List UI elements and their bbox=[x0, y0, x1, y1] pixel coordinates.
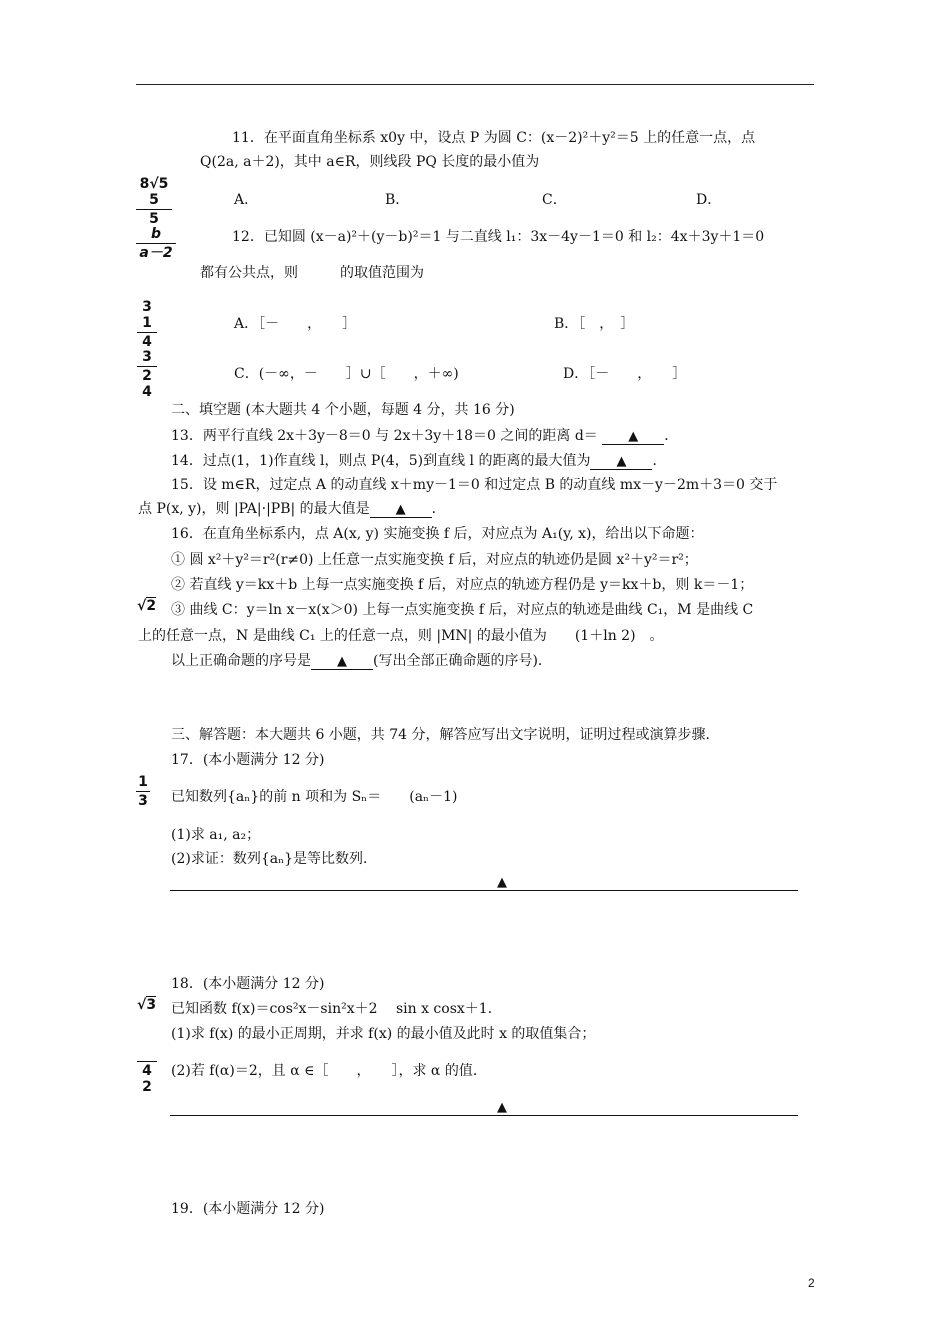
q13-answer-blank[interactable]: ▲ bbox=[602, 430, 664, 445]
q15-line1: 15．设 m∈R，过定点 A 的动直线 x＋my－1＝0 和过定点 B 的动直线 mx－y－2m＋3＝0 交于 bbox=[171, 477, 778, 493]
q14-text bbox=[171, 452, 666, 470]
q12-marg2-num: 3 bbox=[142, 349, 152, 365]
q12-option-a: A．［－ ， ］ bbox=[234, 316, 357, 332]
q16-sqrt2: √2 bbox=[137, 598, 157, 614]
q19-title: 19．(本小题满分 12 分) bbox=[171, 1201, 325, 1217]
q12-frac-den: a－2 bbox=[139, 245, 173, 261]
q17-title: 17．(本小题满分 12 分) bbox=[171, 752, 325, 768]
q13-stem: 13．两平行直线 2x＋3y－8＝0 与 2x＋3y＋18＝0 之间的距离 d＝ bbox=[171, 428, 598, 444]
q14-period: ． bbox=[652, 453, 667, 469]
q17-frac-num: 1 bbox=[138, 774, 148, 790]
q14-stem: 14．过点(1，1)作直线 l，则点 P(4，5)到直线 l 的距离的最大值为 bbox=[171, 453, 591, 469]
q11-option-a: A． bbox=[234, 192, 259, 208]
q16-item1: ① 圆 x²＋y²＝r²(r≠0) 上任意一点实施变换 f 后，对应点的轨迹仍是圆 x²＋y²＝r²； bbox=[171, 552, 698, 568]
q12-margin-fraction-2 bbox=[137, 349, 157, 400]
q12-marg1-den: 4 bbox=[142, 334, 152, 350]
q14-answer-blank[interactable]: ▲ bbox=[590, 455, 652, 470]
section3-heading: 三、解答题：本大题共 6 小题，共 74 分，解答应写出文字说明，证明过程或演算步骤． bbox=[171, 727, 720, 743]
q16-end-tail: (写出全部正确命题的序号)． bbox=[373, 653, 552, 669]
q18-part1: (1)求 f(x) 的最小正周期，并求 f(x) 的最小值及此时 x 的取值集合； bbox=[171, 1026, 596, 1042]
q11-option-b: B． bbox=[385, 192, 410, 208]
q18-answer-marker: ▲ bbox=[497, 1100, 507, 1115]
q15-line2 bbox=[138, 500, 446, 518]
page-number: 2 bbox=[808, 1276, 815, 1290]
q11-frac-num: 8√5 5 bbox=[139, 176, 169, 208]
q11-line1: 11．在平面直角坐标系 x0y 中，设点 P 为圆 C：(x－2)²＋y²＝5 上的任意一点，点 bbox=[232, 130, 756, 146]
q11-option-d: D． bbox=[696, 192, 722, 208]
q17-part1: (1)求 a₁, a₂； bbox=[171, 827, 261, 843]
q12-margin-fraction-1 bbox=[137, 299, 157, 350]
q18-part2: (2)若 f(α)＝2，且 α ∈［ ， ］，求 α 的值． bbox=[171, 1063, 487, 1079]
q11-option-c: C． bbox=[542, 192, 567, 208]
q17-part2: (2)求证：数列{aₙ}是等比数列． bbox=[171, 851, 378, 867]
q17-frac-den: 3 bbox=[138, 793, 148, 809]
q15-period: ． bbox=[431, 501, 446, 517]
q16-end bbox=[171, 652, 552, 670]
q16-item3: ③ 曲线 C：y＝ln x－x(x＞0) 上每一点实施变换 f 后，对应点的轨迹是曲线 C₁，M 是曲线 C bbox=[171, 602, 754, 618]
q18-sqrt3-radicand: 3 bbox=[146, 997, 157, 1013]
q17-statement: 已知数列{aₙ}的前 n 项和为 Sₙ＝ (aₙ－1) bbox=[171, 789, 458, 805]
q13-text bbox=[171, 427, 678, 445]
q12-option-b: B．［ ， ］ bbox=[554, 316, 635, 332]
q16-end-stem: 以上正确命题的序号是 bbox=[171, 653, 311, 669]
q17-answer-line[interactable] bbox=[170, 890, 798, 891]
header-rule bbox=[136, 84, 814, 85]
q16-item2: ② 若直线 y＝kx＋b 上每一点实施变换 f 后，对应点的轨迹方程仍是 y＝kx＋b，则 k＝－1； bbox=[171, 577, 754, 593]
q16-line1: 16．在直角坐标系内，点 A(x, y) 实施变换 f 后，对应点为 A₁(y, x)，给出以下命题： bbox=[171, 526, 704, 542]
section2-heading: 二、填空题 (本大题共 4 个小题，每题 4 分，共 16 分) bbox=[171, 402, 515, 418]
q17-fraction bbox=[136, 774, 150, 809]
q16-item3b: 上的任意一点，N 是曲线 C₁ 上的任意一点，则 |MN| 的最小值为 (1＋ln 2) 。 bbox=[138, 628, 664, 644]
q11-frac-den: 5 bbox=[149, 211, 159, 227]
q12-option-c: C．(－∞，－ ］∪［ ，＋∞) bbox=[234, 366, 459, 382]
q12-line1: 12．已知圆 (x－a)²＋(y－b)²＝1 与二直线 l₁：3x－4y－1＝0 和 l₂：4x＋3y＋1＝0 bbox=[232, 229, 765, 245]
q15-answer-blank[interactable]: ▲ bbox=[370, 503, 432, 518]
q18-statement: 已知函数 f(x)＝cos²x－sin²x＋2 sin x cosx＋1． bbox=[171, 1001, 502, 1017]
q13-period: ． bbox=[664, 428, 679, 444]
q16-answer-blank[interactable]: ▲ bbox=[311, 655, 373, 670]
q18-sqrt3: √3 bbox=[137, 997, 157, 1013]
q15-stem: 点 P(x, y)，则 |PA|·|PB| 的最大值是 bbox=[138, 501, 370, 517]
q18-answer-line[interactable] bbox=[170, 1115, 798, 1116]
q18-title: 18．(本小题满分 12 分) bbox=[171, 976, 325, 992]
q18-margin-fraction bbox=[137, 1060, 157, 1095]
q12-fraction bbox=[136, 226, 176, 261]
q12-frac-num: b bbox=[150, 226, 162, 242]
q11-line2: Q(2a, a＋2)，其中 a∈R，则线段 PQ 长度的最小值为 bbox=[200, 154, 540, 170]
q17-answer-marker: ▲ bbox=[497, 875, 507, 890]
q12-marg2-den: 2 4 bbox=[142, 368, 152, 400]
q11-fraction bbox=[136, 176, 172, 227]
q16-sqrt2-radicand: 2 bbox=[146, 598, 157, 614]
q18-marg-den: 4 2 bbox=[142, 1063, 152, 1095]
q12-marg1-num: 3 1 bbox=[142, 299, 152, 331]
q12-line2: 都有公共点，则 的取值范围为 bbox=[200, 265, 424, 281]
q12-option-d: D．［－ ， ］ bbox=[563, 366, 687, 382]
